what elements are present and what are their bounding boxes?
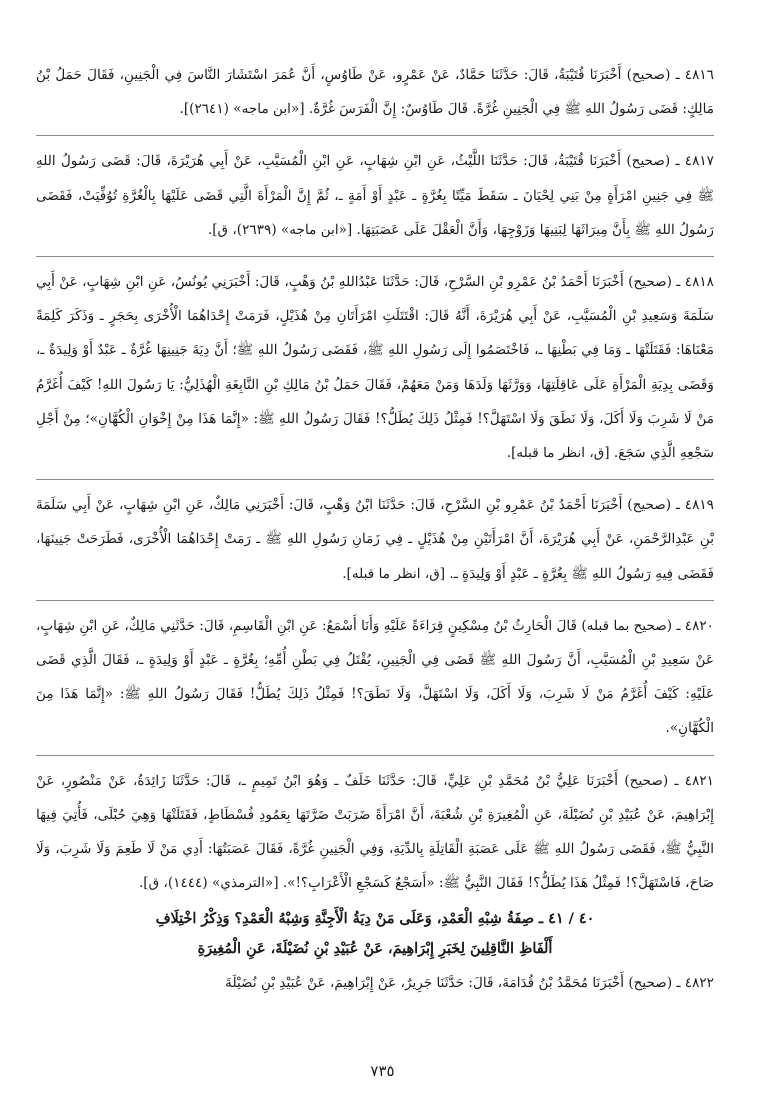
divider — [36, 135, 714, 136]
hadith-4820: ٤٨٢٠ ـ (صحيح بما قبله) قَالَ الْحَارِثُ بْنُ مِسْكِينٍ قِرَاءَةً عَلَيْهِ وَأَنَا أَسْمَعُ: عَنِ ابْنِ الْقَاسِمِ، قَالَ: حَدَّثَنِي مَالِكٌ، عَنِ ابْنِ شِهَابٍ، عَنْ سَعِيدِ بْنِ الْمُسَيَّبِ، أَنَّ رَسُولَ اللهِ ﷺ قَضَى فِي الْجَنِينِ، يُقْتَلُ فِي بَطْنِ أُمِّهِ؛ بِغُرَّةٍ ـ عَبْدٍ أَوْ وَلِيدَةٍ ـ، فَقَالَ الَّذِي قَضَى عَلَيْهِ: كَيْفَ أُغَرَّمُ مَنْ لَا شَرِبَ، وَلَا أَكَلَ، وَلَا اسْتَهَلَّ، وَلَا نَطَقَ؟! فَمِثْلُ ذَلِكَ يُطَلُّ! فَقَالَ رَسُولُ اللهِ ﷺ: «إِنَّمَا هَذَا مِنَ الْكُهَّانِ». — [36, 617, 714, 737]
divider — [36, 479, 714, 480]
hadith-4818: ٤٨١٨ ـ (صحيح) أَخْبَرَنَا أَحْمَدُ بْنُ عَمْرِو بْنِ السَّرْحِ، قَالَ: حَدَّثَنَا عَبْدُاللهِ بْنُ وَهْبٍ، قَالَ: أَخْبَرَنِي يُونُسُ، عَنِ ابْنِ شِهَابٍ، عَنْ أَبِي سَلَمَةَ وَسَعِيدِ بْنِ الْمُسَيَّبِ، عَنْ أَبِي هُرَيْرَةَ، أَنَّهُ قَالَ: اقْتَتَلَتِ امْرَأَتَانِ مِنْ هُذَيْلٍ، فَرَمَتْ إِحْدَاهُمَا الْأُخْرَى بِحَجَرٍ ـ وَذَكَرَ كَلِمَةً مَعْنَاهَا: فَقَتَلَتْهَا ـ وَمَا فِي بَطْنِهَا ـ، فَاخْتَصَمُوا إِلَى رَسُولِ اللهِ ﷺ، فَقَضَى رَسُولُ اللهِ ﷺ؛ أَنَّ دِيَةَ جَنِينِهَا غُرَّةٌ ـ عَبْدٌ أَوْ وَلِيدَةٌ ـ، وَقَضَى بِدِيَةِ الْمَرْأَةِ عَلَى عَاقِلَتِهَا، وَوَرَّثَهَا وَلَدَهَا وَمَنْ مَعَهُمْ، فَقَالَ حَمَلُ بْنُ مَالِكِ بْنِ النَّابِغَةِ الْهُذَلِيُّ: يَا رَسُولَ اللهِ! كَيْفَ أُغَرَّمُ مَنْ لَا شَرِبَ وَلَا أَكَلَ، وَلَا نَطَقَ وَلَا اسْتَهَلَّ؟! فَمِثْلُ ذَلِكَ يُطَلُّ؟! فَقَالَ رَسُولُ اللهِ ﷺ: «إِنَّمَا هَذَا مِنْ إِخْوَانِ الْكُهَّانِ»؛ مِنْ أَجْلِ سَجْعِهِ الَّذِي سَجَعَ. [ق، انظر ما قبله]. — [36, 274, 714, 462]
hadith-4816: ٤٨١٦ ـ (صحيح) أَخْبَرَنَا قُتَيْبَةُ، قَالَ: حَدَّثَنَا حَمَّادٌ، عَنْ عَمْرٍو، عَنْ طَاوُسٍ، أَنَّ عُمَرَ اسْتَشَارَ النَّاسَ فِي الْجَنِينِ، فَقَالَ حَمَلُ بْنُ مَالِكٍ: قَضَى رَسُولُ اللهِ ﷺ فِي الْجَنِينِ غُرَّةً. قَالَ طَاوُسٌ: إِنَّ الْفَرَسَ غُرَّةٌ. [«ابن ماجه» (٢٦٤١)]. — [36, 67, 714, 118]
hadith-4819: ٤٨١٩ ـ (صحيح) أَخْبَرَنَا أَحْمَدُ بْنُ عَمْرِو بْنِ السَّرْحِ، قَالَ: حَدَّثَنَا ابْنُ وَهْبٍ، قَالَ: أَخْبَرَنِي مَالِكٌ، عَنِ ابْنِ شِهَابٍ، عَنْ أَبِي سَلَمَةَ بْنِ عَبْدِالرَّحْمَنِ، عَنْ أَبِي هُرَيْرَةَ، أَنَّ امْرَأَتَيْنِ مِنْ هُذَيْلٍ ـ فِي زَمَانِ رَسُولِ اللهِ ﷺ ـ رَمَتْ إِحْدَاهُمَا الْأُخْرَى، فَطَرَحَتْ جَنِينَهَا، فَقَضَى فِيهِ رَسُولُ اللهِ ﷺ بِغُرَّةٍ ـ عَبْدٍ أَوْ وَلِيدَةٍ ـ. [ق، انظر ما قبله]. — [36, 497, 714, 582]
chapter-heading — [36, 904, 714, 964]
hadith-4821: ٤٨٢١ ـ (صحيح) أَخْبَرَنَا عَلِيُّ بْنُ مُحَمَّدِ بْنِ عَلِيٍّ، قَالَ: حَدَّثَنَا خَلَفٌ ـ وَهُوَ ابْنُ تَمِيمٍ ـ، قَالَ: حَدَّثَنَا زَائِدَةُ، عَنْ مَنْصُورٍ، عَنْ إِبْرَاهِيمَ، عَنْ عُبَيْدِ بْنِ نُضَيْلَةَ، عَنِ الْمُغِيرَةِ بْنِ شُعْبَةَ، أَنَّ امْرَأَةً ضَرَبَتْ ضَرَّتَهَا بِعَمُودِ فُسْطَاطٍ، فَقَتَلَتْهَا وَهِيَ حُبْلَى، فَأُتِيَ فِيهَا النَّبِيُّ ﷺ، فَقَضَى رَسُولُ اللهِ ﷺ عَلَى عَصَبَةِ الْقَاتِلَةِ بِالدِّيَةِ، وَفِي الْجَنِينِ غُرَّةً، فَقَالَ عَصَبَتُهَا: أَدِي مَنْ لَا طَعِمَ وَلَا شَرِبَ، وَلَا صَاحَ، فَاسْتَهَلَّ؟! فَمِثْلُ هَذَا يُطَلُّ؟! فَقَالَ النَّبِيُّ ﷺ: «أَسَجْعٌ كَسَجْعِ الْأَعْرَابِ؟!». [«الترمذي» (١٤٤٤)، ق]. — [36, 772, 714, 892]
hadith-4822: ٤٨٢٢ ـ (صحيح) أَخْبَرَنَا مُحَمَّدُ بْنُ قُدَامَةَ، قَالَ: حَدَّثَنَا جَرِيرٌ، عَنْ إِبْرَاهِيمَ، عَنْ عُبَيْدِ بْنِ نُضَيْلَةَ — [225, 975, 714, 992]
chapter-heading-line1: ٤٠ / ٤١ ـ صِفَةُ شِبْهِ الْعَمْدِ، وَعَلَى مَنْ دِيَةُ الْأَجِنَّةِ وَشِبْهُ الْعَمْدِ؟ وَذِكْرُ اخْتِلَافِ — [155, 910, 595, 928]
divider — [36, 600, 714, 601]
divider — [36, 256, 714, 257]
divider — [36, 755, 714, 756]
chapter-heading-line2: أَلْفَاظِ النَّاقِلِينَ لِخَبَرِ إِبْرَاهِيمَ، عَنْ عُبَيْدِ بْنِ نُضَيْلَةَ، عَنِ الْمُغِيرَةِ — [197, 940, 553, 958]
hadith-4817: ٤٨١٧ ـ (صحيح) أَخْبَرَنَا قُتَيْبَةُ، قَالَ: حَدَّثَنَا اللَّيْثُ، عَنِ ابْنِ شِهَابٍ، عَنِ ابْنِ الْمُسَيَّبِ، عَنْ أَبِي هُرَيْرَةَ، قَالَ: قَضَى رَسُولُ اللهِ ﷺ فِي جَنِينِ امْرَأَةٍ مِنْ بَنِي لِحْيَانَ ـ سَقَطَ مَيِّتًا بِغُرَّةٍ ـ عَبْدٍ أَوْ أَمَةٍ ـ، ثُمَّ إِنَّ الْمَرْأَةَ الَّتِي قَضَى عَلَيْهَا بِالْغُرَّةِ تُوُفِّيَتْ، فَقَضَى رَسُولُ اللهِ ﷺ بِأَنَّ مِيرَاثَهَا لِبَنِيهَا وَزَوْجِهَا، وَأَنَّ الْعَقْلَ عَلَى عَصَبَتِهَا. [«ابن ماجه» (٢٦٣٩)، ق]. — [36, 153, 714, 238]
page-body — [36, 58, 714, 1098]
page-number: ٧٣٥ — [370, 1062, 395, 1080]
